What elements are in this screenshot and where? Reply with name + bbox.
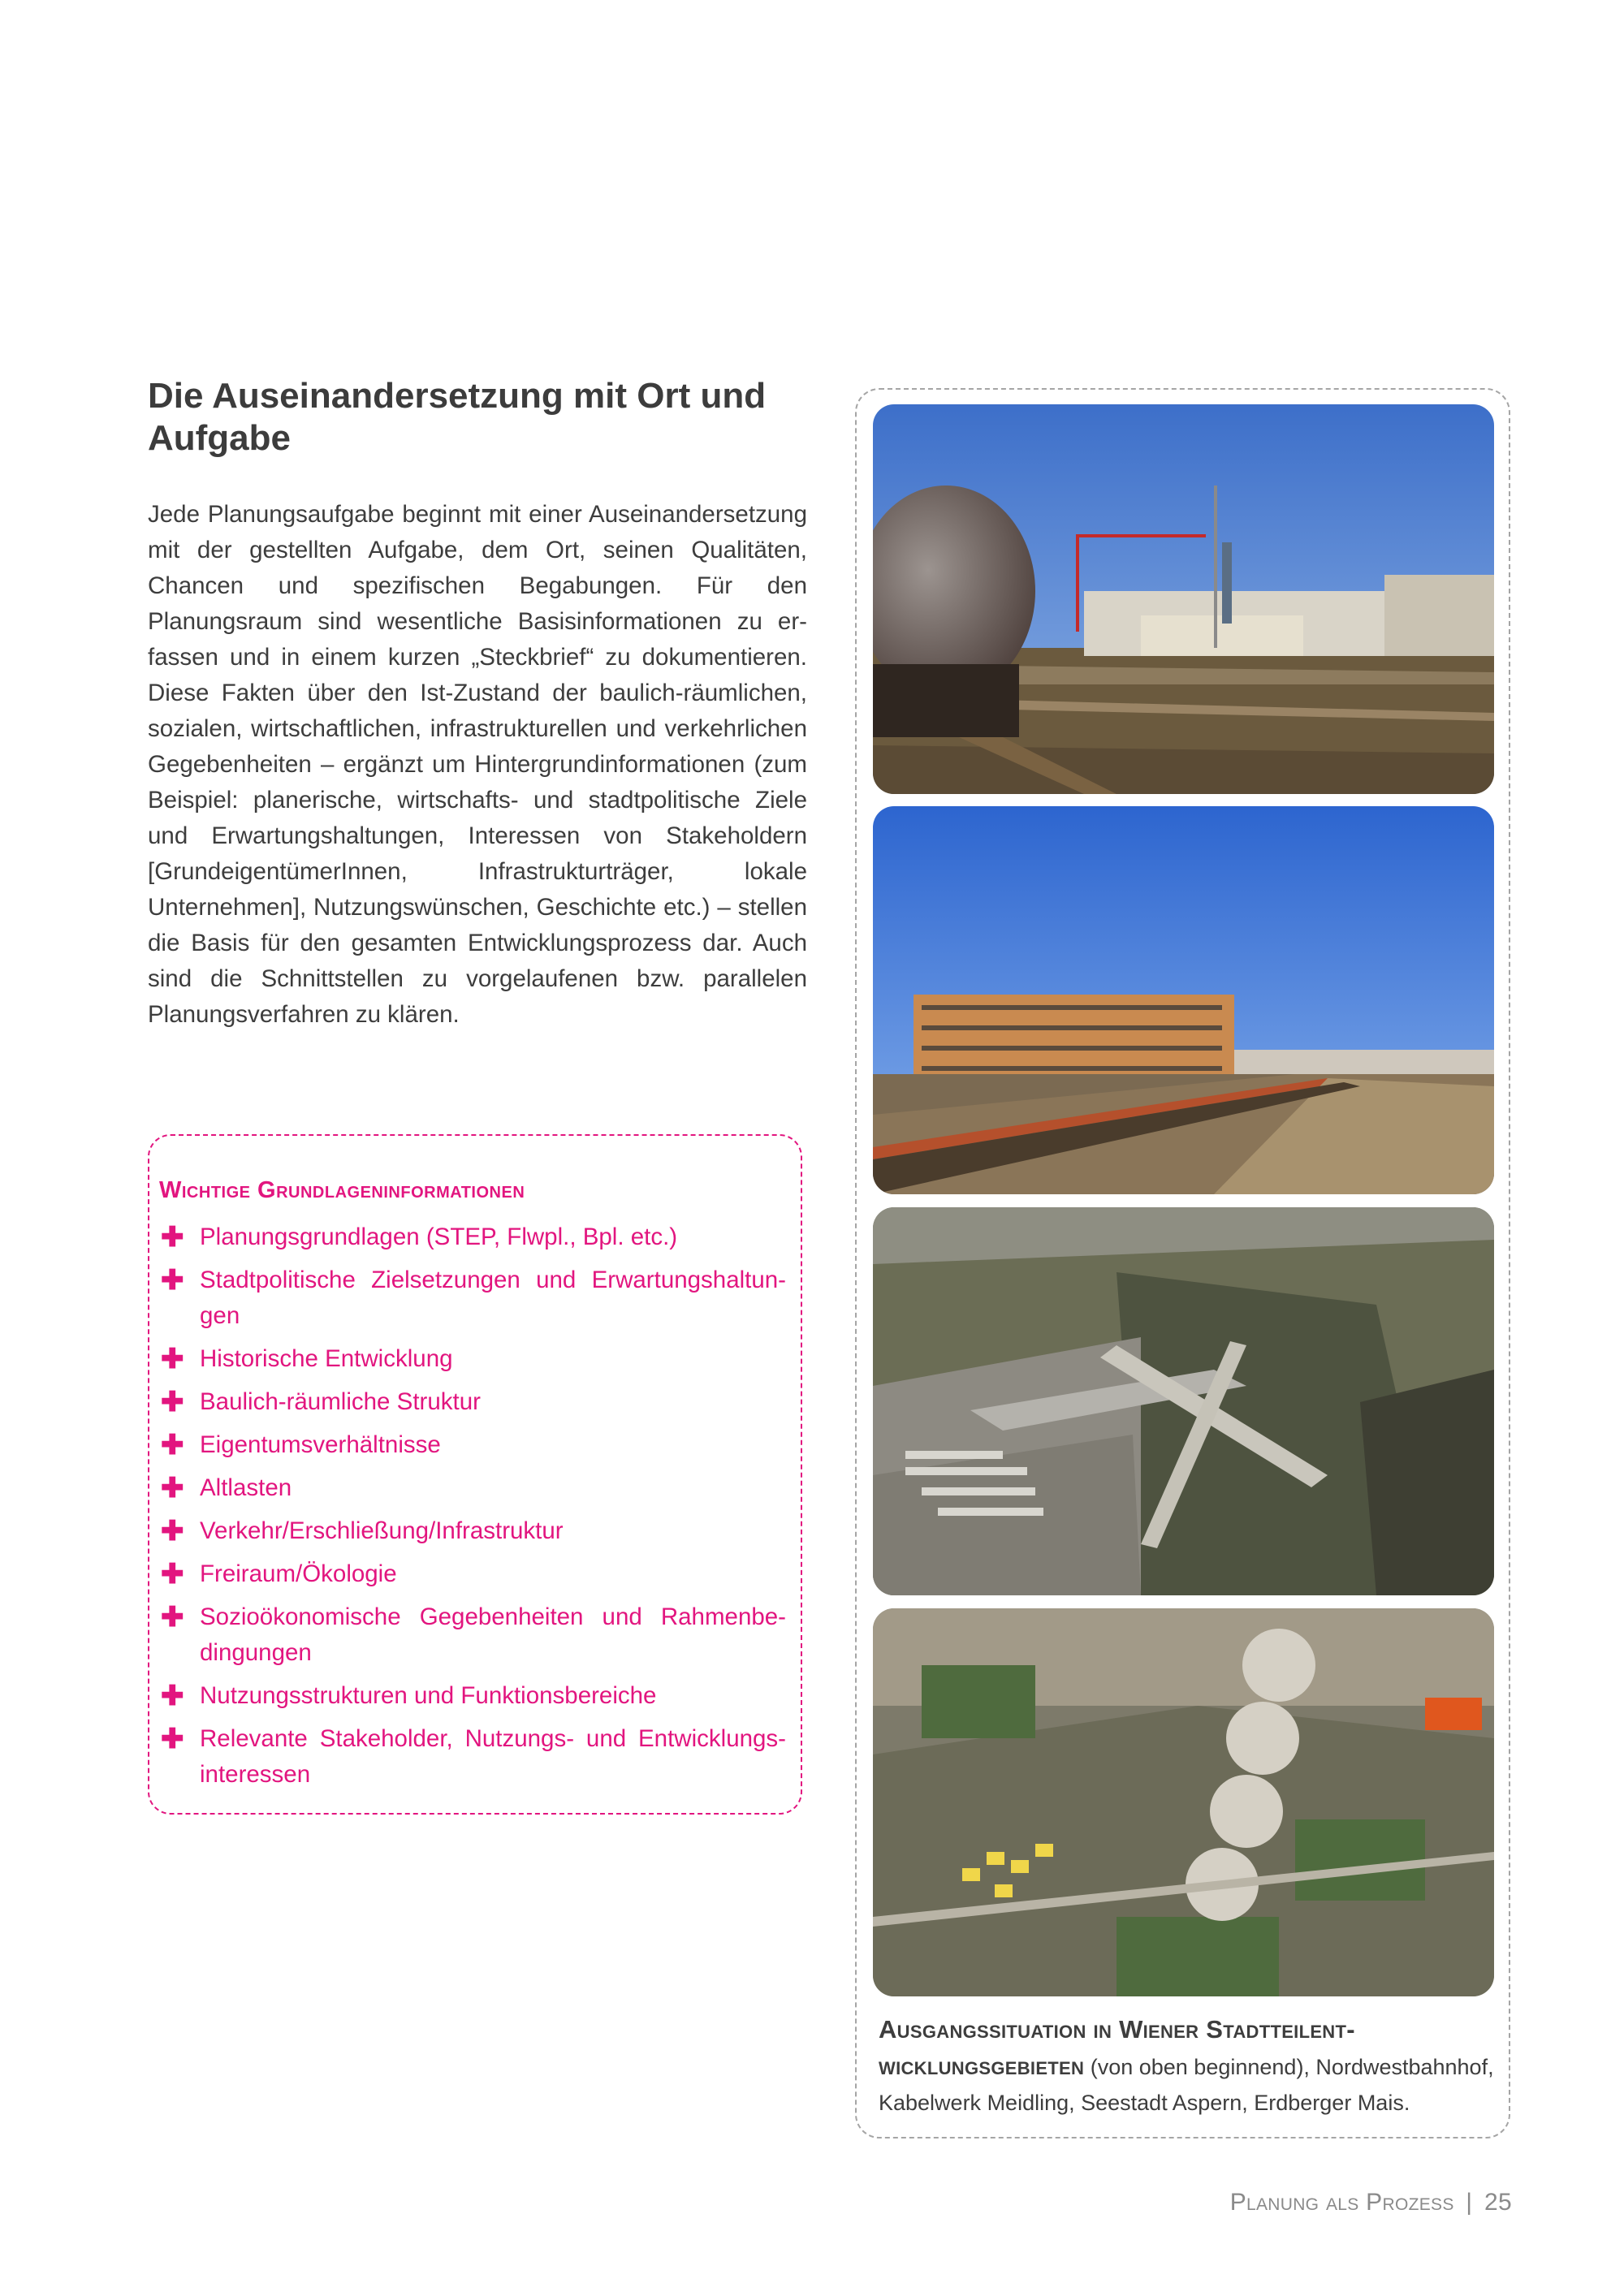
list-item-label: Baulich-räumliche Struktur (200, 1388, 481, 1415)
list-item (159, 1513, 786, 1549)
footer-separator: | (1466, 2189, 1473, 2216)
page-heading: Die Auseinandersetzung mit Ort und Aufgabe (148, 376, 767, 458)
plus-icon: ✚ (161, 1473, 184, 1504)
photo-kabelwerk-meidling (873, 806, 1494, 1194)
plus-icon: ✚ (161, 1516, 184, 1547)
plus-icon: ✚ (161, 1559, 184, 1590)
list-item-label: Freiraum/Ökologie (200, 1560, 397, 1587)
plus-icon: ✚ (161, 1222, 184, 1253)
list-item (159, 1427, 786, 1463)
plus-icon: ✚ (161, 1681, 184, 1711)
caption-text: (von oben beginnend), Nordwestbahnhof, Kabelwerk Meidling, Seestadt Aspern, Erdberger Mais. (879, 2055, 1494, 2115)
caption-title: Ausgangssituation in Wiener Stadtteilentwicklungsgebieten (879, 2015, 1355, 2080)
list-item-label: Altlasten (200, 1474, 292, 1501)
list-item-label: Nutzungsstrukturen und Funktionsbereiche (200, 1682, 657, 1709)
list-item (159, 1341, 786, 1377)
photo-caption (879, 2012, 1496, 2121)
list-item-label: Relevante Stakeholder, Nutzungs- und Entwicklungsinteressen (200, 1725, 786, 1788)
list-item-label: Historische Entwicklung (200, 1345, 453, 1372)
list-item (159, 1262, 786, 1334)
list-item-label: Eigentumsverhältnisse (200, 1431, 441, 1458)
body-paragraph: Jede Planungsaufgabe beginnt mit einer Auseinandersetzung mit der gestellten Aufgabe, dem Ort, seinen Qualitäten, Chancen und spezifischen Begabungen. Für den Planungsraum sind wesentliche Basisinformationen zu erfassen und in einem kurzen „Steckbrief“ zu dokumentieren. Diese Fakten über den Ist-Zustand der baulich-räumlichen, sozialen, wirtschaftlichen, infrastrukturellen und verkehrlichen Gegebenheiten – ergänzt um Hintergrundinformationen (zum Beispiel: planerische, wirtschafts- und stadtpolitische Ziele und Erwartungshaltungen, Interessen von Stakeholdern [GrundeigentümerInnen, Infrastrukturträger, lokale Unternehmen], Nutzungswünschen, Geschichte etc.) – stellen die Basis für den gesamten Entwicklungsprozess dar. Auch sind die Schnittstellen zu vorgelaufenen bzw. parallelen Planungsverfahren zu klären. (148, 501, 807, 1028)
list-item (159, 1556, 786, 1592)
info-box-title: Wichtige Grundlageninformationen (159, 1177, 525, 1203)
plus-icon: ✚ (161, 1724, 184, 1754)
plus-icon: ✚ (161, 1387, 184, 1418)
list-item (159, 1384, 786, 1420)
list-item (159, 1599, 786, 1671)
list-item-label: Verkehr/Erschließung/Infrastruktur (200, 1517, 564, 1544)
plus-icon: ✚ (161, 1430, 184, 1461)
list-item (159, 1721, 786, 1793)
list-item (159, 1678, 786, 1714)
photo-erdberger-mais (873, 1608, 1494, 1996)
page-footer (1230, 2189, 1512, 2216)
plus-icon: ✚ (161, 1344, 184, 1375)
list-item-label: Stadtpolitische Zielsetzungen und Erwartungshaltungen (200, 1267, 786, 1329)
list-item-label: Sozioökonomische Gegebenheiten und Rahmenbedingungen (200, 1603, 786, 1666)
list-item-label: Planungsgrundlagen (STEP, Flwpl., Bpl. etc.) (200, 1224, 678, 1250)
photo-seestadt-aspern (873, 1207, 1494, 1595)
list-item (159, 1219, 786, 1255)
footer-section-title: Planung als Prozess (1229, 2189, 1454, 2216)
page-number: 25 (1484, 2189, 1512, 2216)
info-box-list (159, 1219, 786, 1800)
plus-icon: ✚ (161, 1602, 184, 1633)
photo-nordwestbahnhof (873, 404, 1494, 794)
list-item (159, 1470, 786, 1506)
plus-icon: ✚ (161, 1265, 184, 1296)
